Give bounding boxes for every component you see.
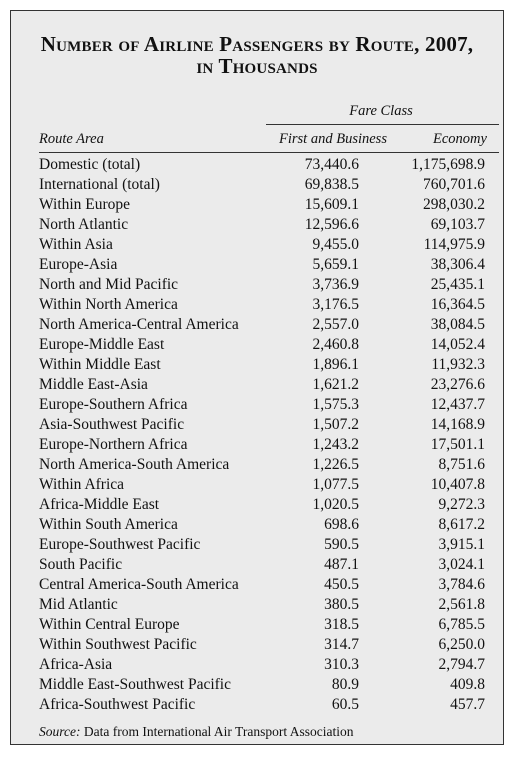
economy-cell: 12,437.7 [430, 396, 485, 413]
economy-cell: 3,915.1 [438, 536, 485, 553]
table-row [11, 255, 503, 275]
route-cell: Within Middle East [39, 356, 161, 373]
route-cell: Europe-Southern Africa [39, 396, 188, 413]
table-row [11, 515, 503, 535]
route-cell: Within Africa [39, 476, 125, 493]
economy-cell: 8,751.6 [438, 456, 485, 473]
table-row [11, 535, 503, 555]
table-row [11, 175, 503, 195]
fare-class-rule [266, 124, 499, 125]
table-row [11, 655, 503, 675]
route-cell: International (total) [39, 176, 160, 193]
first-business-cell: 2,460.8 [312, 336, 359, 353]
first-business-cell: 1,243.2 [312, 436, 359, 453]
route-cell: Africa-Asia [39, 656, 113, 673]
table-row [11, 415, 503, 435]
economy-cell: 69,103.7 [430, 216, 485, 233]
table-row [11, 395, 503, 415]
first-business-cell: 12,596.6 [304, 216, 359, 233]
first-business-cell: 15,609.1 [304, 196, 359, 213]
economy-cell: 760,701.6 [423, 176, 485, 193]
table-row [11, 695, 503, 715]
table-body [11, 155, 503, 715]
first-business-cell: 314.7 [324, 636, 359, 653]
economy-cell: 14,052.4 [430, 336, 485, 353]
column-header-route-area: Route Area [39, 131, 104, 147]
table-row [11, 435, 503, 455]
route-cell: Within North America [39, 296, 178, 313]
first-business-cell: 590.5 [324, 536, 359, 553]
route-cell: Africa-Southwest Pacific [39, 696, 196, 713]
table-row [11, 675, 503, 695]
economy-cell: 38,084.5 [430, 316, 485, 333]
table-row [11, 575, 503, 595]
table-row [11, 335, 503, 355]
first-business-cell: 73,440.6 [304, 156, 359, 173]
first-business-cell: 1,507.2 [312, 416, 359, 433]
route-cell: North America-South America [39, 456, 230, 473]
first-business-cell: 487.1 [324, 556, 359, 573]
economy-cell: 2,794.7 [438, 656, 485, 673]
economy-cell: 9,272.3 [438, 496, 485, 513]
economy-cell: 17,501.1 [430, 436, 485, 453]
route-cell: Europe-Southwest Pacific [39, 536, 201, 553]
first-business-cell: 5,659.1 [312, 256, 359, 273]
first-business-cell: 80.9 [331, 676, 359, 693]
route-cell: Within Europe [39, 196, 131, 213]
table-row [11, 615, 503, 635]
route-cell: Within South America [39, 516, 178, 533]
first-business-cell: 318.5 [324, 616, 359, 633]
route-cell: Domestic (total) [39, 156, 141, 173]
table-row [11, 215, 503, 235]
economy-cell: 409.8 [450, 676, 485, 693]
economy-cell: 23,276.6 [430, 376, 485, 393]
table-row [11, 295, 503, 315]
route-cell: Europe-Middle East [39, 336, 165, 353]
economy-cell: 16,364.5 [430, 296, 485, 313]
route-cell: Central America-South America [39, 576, 239, 593]
table-row [11, 155, 503, 175]
economy-cell: 38,306.4 [430, 256, 485, 273]
table-row [11, 235, 503, 255]
route-cell: Within Central Europe [39, 616, 180, 633]
table-row [11, 315, 503, 335]
economy-cell: 3,024.1 [438, 556, 485, 573]
table-row [11, 275, 503, 295]
table-row [11, 495, 503, 515]
source-note [39, 724, 353, 740]
route-cell: Asia-Southwest Pacific [39, 416, 185, 433]
first-business-cell: 2,557.0 [312, 316, 359, 333]
economy-cell: 6,250.0 [438, 636, 485, 653]
economy-cell: 10,407.8 [430, 476, 485, 493]
first-business-cell: 1,896.1 [312, 356, 359, 373]
route-cell: North and Mid Pacific [39, 276, 179, 293]
economy-cell: 2,561.8 [438, 596, 485, 613]
economy-cell: 1,175,698.9 [411, 156, 485, 173]
source-text: Data from International Air Transport Association [83, 724, 354, 739]
table-row [11, 455, 503, 475]
route-cell: Middle East-Asia [39, 376, 148, 393]
economy-cell: 8,617.2 [438, 516, 485, 533]
route-cell: Europe-Asia [39, 256, 118, 273]
table-row [11, 475, 503, 495]
first-business-cell: 1,077.5 [312, 476, 359, 493]
first-business-cell: 698.6 [324, 516, 359, 533]
economy-cell: 25,435.1 [430, 276, 485, 293]
fare-class-group-header: Fare Class [349, 103, 413, 119]
header-rule [39, 152, 499, 153]
route-cell: Europe-Northern Africa [39, 436, 188, 453]
economy-cell: 3,784.6 [438, 576, 485, 593]
economy-cell: 114,975.9 [423, 236, 485, 253]
route-cell: South Pacific [39, 556, 123, 573]
first-business-cell: 9,455.0 [312, 236, 359, 253]
table-row [11, 555, 503, 575]
first-business-cell: 3,736.9 [312, 276, 359, 293]
route-cell: Middle East-Southwest Pacific [39, 676, 231, 693]
first-business-cell: 450.5 [324, 576, 359, 593]
route-cell: Mid Atlantic [39, 596, 118, 613]
table-row [11, 375, 503, 395]
table-row [11, 595, 503, 615]
route-cell: North Atlantic [39, 216, 129, 233]
table-panel [10, 10, 504, 745]
economy-cell: 457.7 [450, 696, 485, 713]
column-header-first-business: First and Business [279, 131, 387, 147]
route-cell: North America-Central America [39, 316, 239, 333]
economy-cell: 298,030.2 [423, 196, 485, 213]
first-business-cell: 3,176.5 [312, 296, 359, 313]
table-row [11, 355, 503, 375]
first-business-cell: 69,838.5 [304, 176, 359, 193]
first-business-cell: 310.3 [324, 656, 359, 673]
first-business-cell: 1,020.5 [312, 496, 359, 513]
first-business-cell: 1,621.2 [312, 376, 359, 393]
table-title-line-1: Number of Airline Passengers by Route, 2007, [40, 32, 474, 56]
first-business-cell: 1,226.5 [312, 456, 359, 473]
table-title-line-2: in Thousands [196, 54, 318, 78]
first-business-cell: 380.5 [324, 596, 359, 613]
route-cell: Africa-Middle East [39, 496, 160, 513]
table-row [11, 195, 503, 215]
source-label: Source: [39, 724, 81, 739]
table-row [11, 635, 503, 655]
route-cell: Within Southwest Pacific [39, 636, 197, 653]
economy-cell: 6,785.5 [438, 616, 485, 633]
first-business-cell: 60.5 [331, 696, 359, 713]
route-cell: Within Asia [39, 236, 113, 253]
first-business-cell: 1,575.3 [312, 396, 359, 413]
economy-cell: 11,932.3 [431, 356, 485, 373]
column-header-economy: Economy [433, 131, 487, 147]
economy-cell: 14,168.9 [430, 416, 485, 433]
